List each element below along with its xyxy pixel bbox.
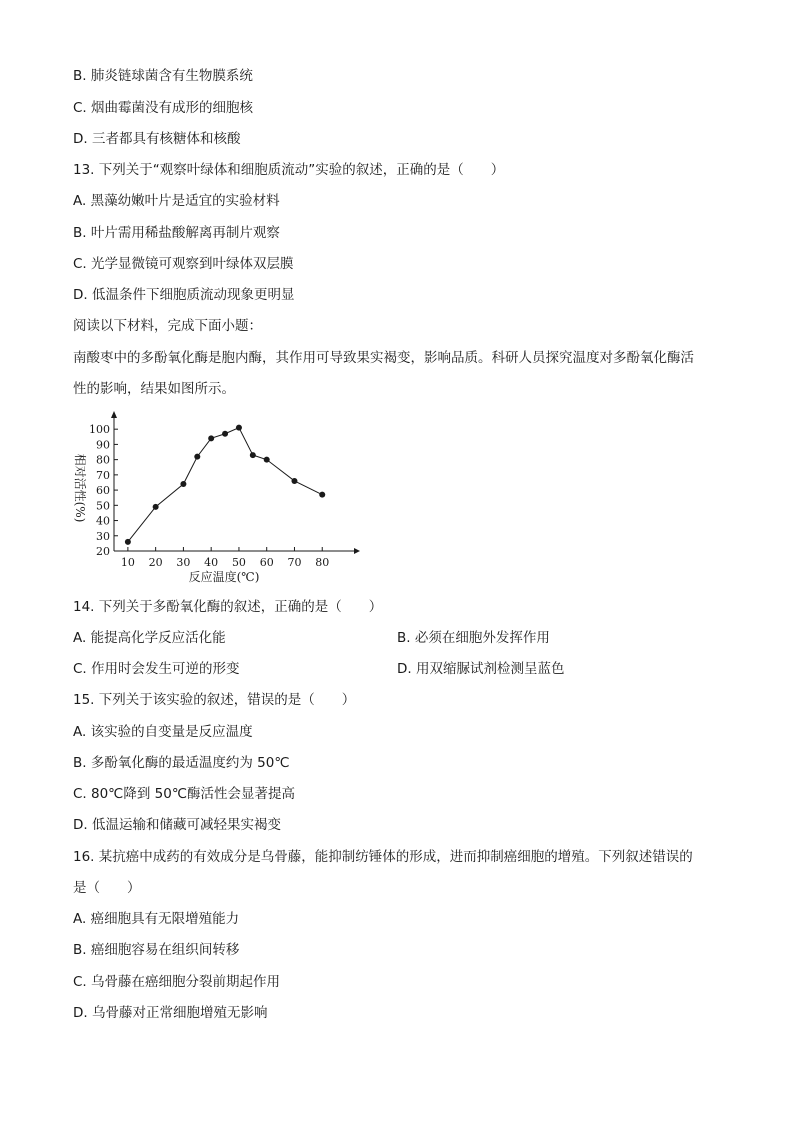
option-12d: D. 三者都具有核糖体和核酸 — [73, 131, 241, 147]
option-16a: A. 癌细胞具有无限增殖能力 — [73, 911, 240, 927]
x-axis-label: 反应温度(℃) — [188, 570, 260, 584]
y-tick-label: 20 — [96, 545, 110, 558]
x-tick-label: 60 — [259, 556, 274, 569]
question-16-line-2: 是（ ） — [73, 880, 141, 896]
y-tick-label: 90 — [96, 438, 110, 452]
option-15c: C. 80℃降到 50℃酶活性会显著提高 — [73, 786, 295, 802]
option-14a: A. 能提高化学反应活化能 — [73, 630, 226, 646]
option-16d: D. 乌骨藤对正常细胞增殖无影响 — [73, 1005, 268, 1021]
y-tick-label: 80 — [96, 453, 110, 467]
series-line — [128, 428, 322, 542]
x-tick-label: 30 — [176, 556, 191, 569]
data-point — [153, 504, 159, 510]
data-point — [250, 452, 256, 458]
option-15a: A. 该实验的自变量是反应温度 — [73, 724, 253, 740]
x-axis-arrow — [354, 548, 360, 554]
y-axis-arrow — [111, 411, 117, 418]
option-12b: B. 肺炎链球菌含有生物膜系统 — [73, 68, 253, 84]
question-13: 13. 下列关于“观察叶绿体和细胞质流动”实验的叙述，正确的是（ ） — [73, 162, 505, 178]
y-axis-label: 相对活性(%) — [73, 453, 87, 523]
y-tick-label: 50 — [96, 499, 110, 513]
enzyme-activity-chart — [60, 406, 360, 586]
option-14b: B. 必须在细胞外发挥作用 — [397, 630, 550, 646]
reading-instruction: 阅读以下材料，完成下面小题： — [73, 318, 262, 334]
data-point — [236, 425, 242, 431]
data-point — [180, 481, 186, 487]
data-point — [125, 539, 131, 545]
y-tick-label: 100 — [89, 423, 110, 437]
data-point — [291, 478, 297, 484]
material-line-1: 南酸枣中的多酚氧化酶是胞内酶，其作用可导致果实褐变，影响品质。科研人员探究温度对多酚氧化酶活 — [73, 350, 694, 366]
x-tick-label: 10 — [120, 556, 135, 569]
option-15d: D. 低温运输和储藏可减轻果实褐变 — [73, 817, 281, 833]
x-tick-label: 40 — [204, 556, 219, 569]
x-tick-label: 80 — [315, 556, 330, 569]
option-13d: D. 低温条件下细胞质流动现象更明显 — [73, 287, 295, 303]
option-15b: B. 多酚氧化酶的最适温度约为 50℃ — [73, 755, 290, 771]
data-point — [194, 454, 200, 460]
x-tick-label: 50 — [231, 556, 246, 569]
y-tick-label: 40 — [96, 514, 110, 528]
data-point — [264, 457, 270, 463]
question-14: 14. 下列关于多酚氧化酶的叙述，正确的是（ ） — [73, 599, 383, 615]
option-14c: C. 作用时会发生可逆的形变 — [73, 661, 240, 677]
y-tick-label: 60 — [96, 484, 110, 498]
y-tick-label: 70 — [96, 468, 110, 482]
x-tick-label: 70 — [287, 556, 302, 569]
option-13c: C. 光学显微镜可观察到叶绿体双层膜 — [73, 256, 294, 272]
x-tick-label: 20 — [148, 556, 163, 569]
option-16b: B. 癌细胞容易在组织间转移 — [73, 942, 240, 958]
y-tick-label: 30 — [96, 529, 110, 543]
data-point — [319, 492, 325, 498]
option-13a: A. 黑藻幼嫩叶片是适宜的实验材料 — [73, 193, 280, 209]
option-14d: D. 用双缩脲试剂检测呈蓝色 — [397, 661, 565, 677]
option-12c: C. 烟曲霉菌没有成形的细胞核 — [73, 100, 254, 116]
option-13b: B. 叶片需用稀盐酸解离再制片观察 — [73, 225, 280, 241]
question-16-line-1: 16. 某抗癌中成药的有效成分是乌骨藤，能抑制纺锤体的形成，进而抑制癌细胞的增殖。下列叙述错误的 — [73, 849, 693, 865]
data-point — [222, 431, 228, 437]
material-line-2: 性的影响，结果如图所示。 — [73, 381, 235, 397]
question-15: 15. 下列关于该实验的叙述，错误的是（ ） — [73, 692, 356, 708]
option-16c: C. 乌骨藤在癌细胞分裂前期起作用 — [73, 974, 281, 990]
data-point — [208, 435, 214, 441]
